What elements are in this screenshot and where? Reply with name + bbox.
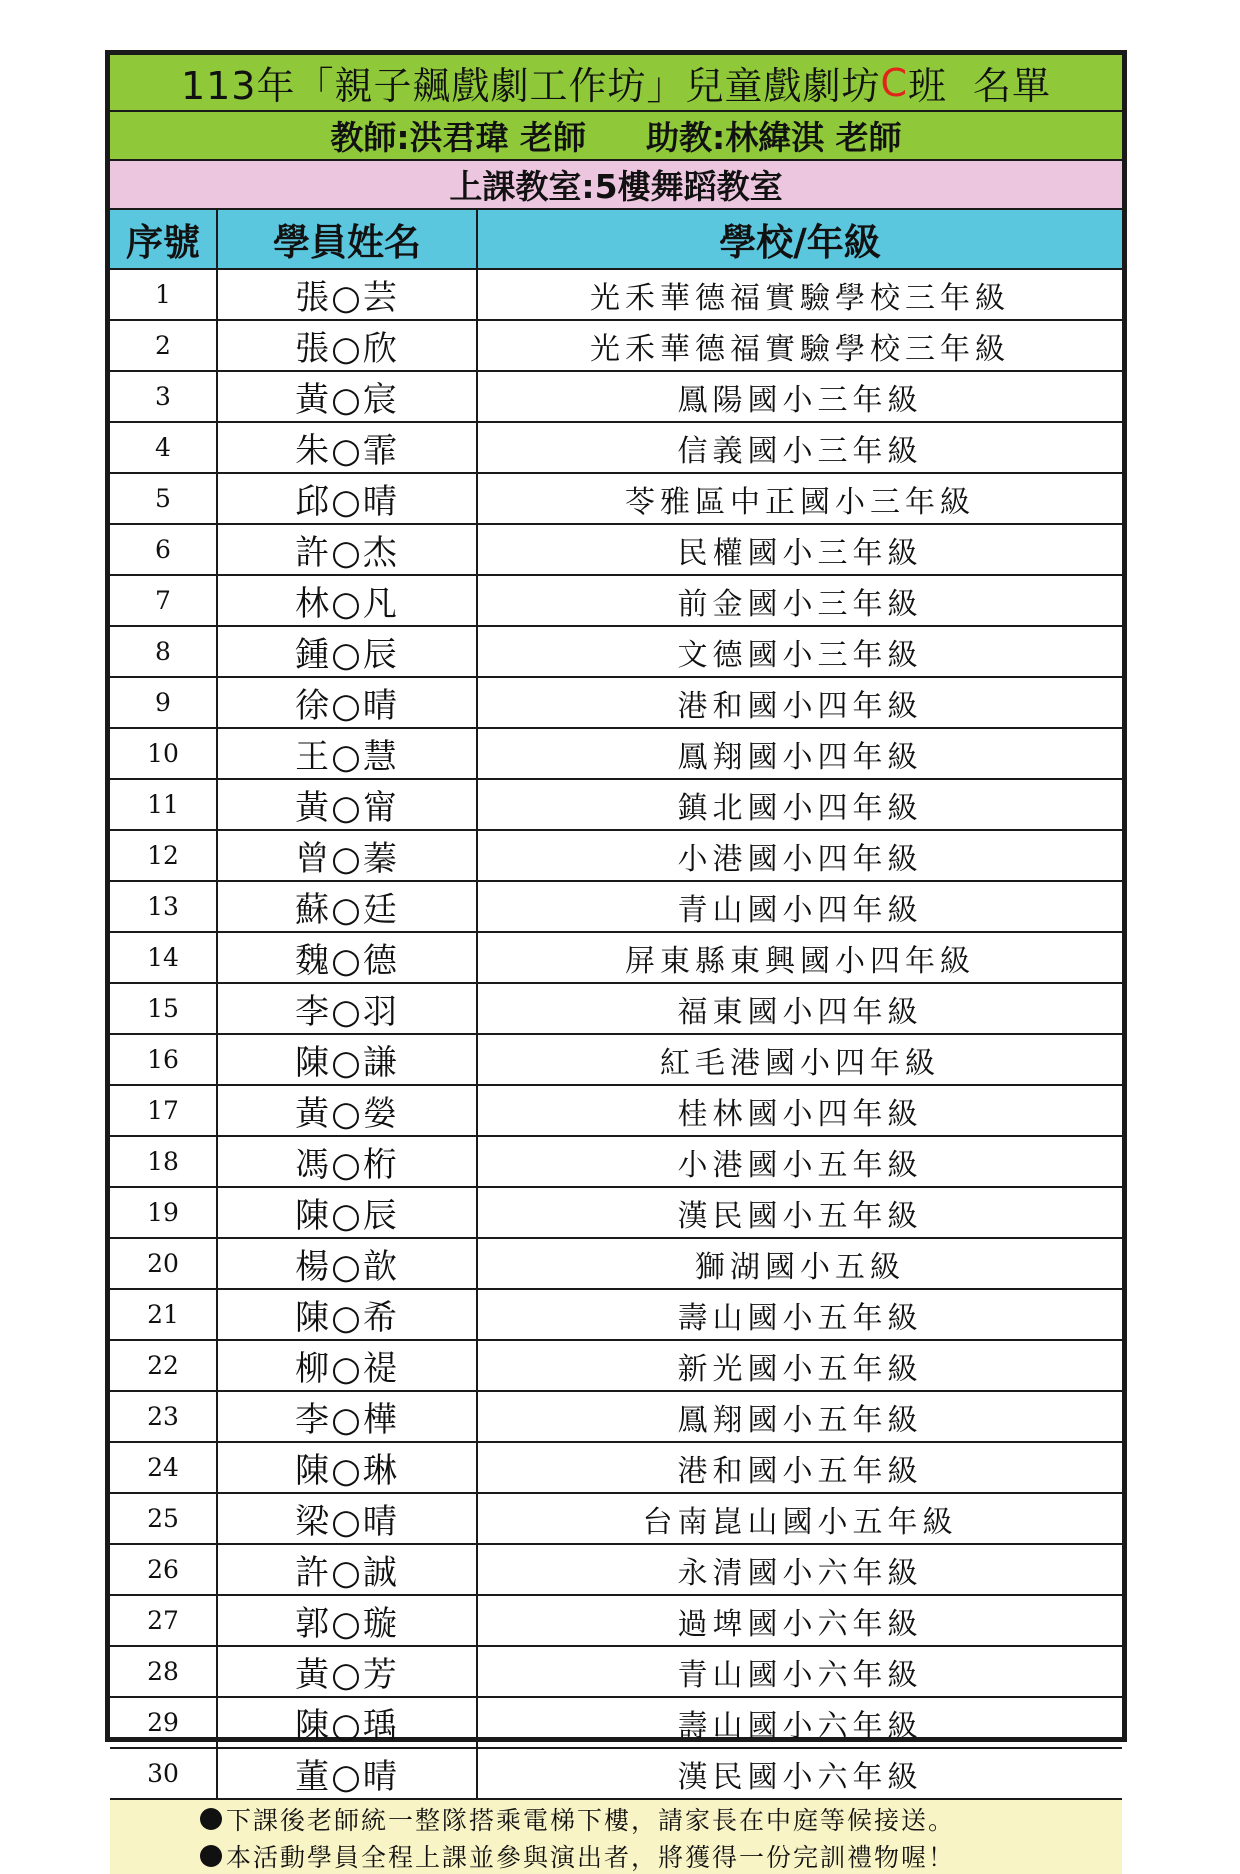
student-school: 青山國小四年級 <box>477 881 1122 932</box>
student-name: 許○杰 <box>217 524 477 575</box>
student-school: 小港國小五年級 <box>477 1136 1122 1187</box>
student-school: 鳳翔國小五年級 <box>477 1391 1122 1442</box>
note-text: 本活動學員全程上課並參與演出者，將獲得一份完訓禮物喔！ <box>226 1842 956 1872</box>
student-number: 4 <box>110 422 217 473</box>
title-prefix: 113年「親子飆戲劇工作坊」兒童戲劇坊 <box>180 64 881 108</box>
student-school: 壽山國小六年級 <box>477 1697 1122 1748</box>
student-name: 陳○琳 <box>217 1442 477 1493</box>
student-number: 22 <box>110 1340 217 1391</box>
roster-sheet <box>105 50 1127 1872</box>
table-row <box>110 1391 1122 1442</box>
title-label: 名單 <box>973 64 1052 108</box>
student-name: 張○芸 <box>217 269 477 320</box>
student-name: 許○誠 <box>217 1544 477 1595</box>
table-row <box>110 626 1122 677</box>
student-school: 漢民國小六年級 <box>477 1748 1122 1799</box>
student-name: 陳○瑀 <box>217 1697 477 1748</box>
teacher-name: 教師:洪君瑋 老師 <box>330 118 586 157</box>
student-school: 漢民國小五年級 <box>477 1187 1122 1238</box>
table-row <box>110 830 1122 881</box>
table-row <box>110 677 1122 728</box>
student-number: 16 <box>110 1034 217 1085</box>
student-school: 壽山國小五年級 <box>477 1289 1122 1340</box>
column-header-name: 學員姓名 <box>217 210 477 269</box>
student-school: 紅毛港國小四年級 <box>477 1034 1122 1085</box>
student-number: 5 <box>110 473 217 524</box>
student-number: 20 <box>110 1238 217 1289</box>
note-item <box>200 1837 1122 1874</box>
student-number: 10 <box>110 728 217 779</box>
table-row <box>110 881 1122 932</box>
student-number: 7 <box>110 575 217 626</box>
student-number: 29 <box>110 1697 217 1748</box>
table-row <box>110 1289 1122 1340</box>
student-school: 鳳翔國小四年級 <box>477 728 1122 779</box>
table-row <box>110 269 1122 320</box>
table-row <box>110 779 1122 830</box>
student-number: 19 <box>110 1187 217 1238</box>
student-name: 朱○霏 <box>217 422 477 473</box>
student-number: 18 <box>110 1136 217 1187</box>
student-name: 邱○晴 <box>217 473 477 524</box>
student-name: 林○凡 <box>217 575 477 626</box>
student-number: 30 <box>110 1748 217 1799</box>
student-name: 李○樺 <box>217 1391 477 1442</box>
student-school: 前金國小三年級 <box>477 575 1122 626</box>
table-row <box>110 1034 1122 1085</box>
student-school: 苓雅區中正國小三年級 <box>477 473 1122 524</box>
notes-section <box>110 1800 1122 1874</box>
table-row <box>110 575 1122 626</box>
student-school: 福東國小四年級 <box>477 983 1122 1034</box>
student-school: 港和國小五年級 <box>477 1442 1122 1493</box>
student-number: 11 <box>110 779 217 830</box>
classroom-info: 上課教室:5樓舞蹈教室 <box>110 161 1122 210</box>
table-row <box>110 1442 1122 1493</box>
table-row <box>110 1493 1122 1544</box>
student-number: 24 <box>110 1442 217 1493</box>
student-name: 徐○晴 <box>217 677 477 728</box>
table-row <box>110 1595 1122 1646</box>
student-school: 光禾華德福實驗學校三年級 <box>477 269 1122 320</box>
student-name: 黃○宸 <box>217 371 477 422</box>
student-school: 新光國小五年級 <box>477 1340 1122 1391</box>
column-header-no: 序號 <box>110 210 217 269</box>
student-name: 陳○謙 <box>217 1034 477 1085</box>
table-row <box>110 422 1122 473</box>
table-row <box>110 1238 1122 1289</box>
table-row <box>110 1187 1122 1238</box>
student-school: 台南崑山國小五年級 <box>477 1493 1122 1544</box>
note-text: 下課後老師統一整隊搭乘電梯下樓，請家長在中庭等候接送。 <box>226 1805 956 1835</box>
student-school: 文德國小三年級 <box>477 626 1122 677</box>
table-row <box>110 1085 1122 1136</box>
student-number: 23 <box>110 1391 217 1442</box>
student-school: 信義國小三年級 <box>477 422 1122 473</box>
table-header-row <box>110 210 1122 269</box>
table-row <box>110 728 1122 779</box>
student-number: 12 <box>110 830 217 881</box>
table-row <box>110 524 1122 575</box>
student-name: 黃○芳 <box>217 1646 477 1697</box>
student-school: 過埤國小六年級 <box>477 1595 1122 1646</box>
student-number: 8 <box>110 626 217 677</box>
student-number: 9 <box>110 677 217 728</box>
student-school: 獅湖國小五級 <box>477 1238 1122 1289</box>
note-item <box>200 1800 1122 1837</box>
table-row <box>110 1136 1122 1187</box>
student-name: 黃○甯 <box>217 779 477 830</box>
student-table <box>110 210 1122 1800</box>
table-row <box>110 473 1122 524</box>
student-school: 桂林國小四年級 <box>477 1085 1122 1136</box>
student-school: 小港國小四年級 <box>477 830 1122 881</box>
teacher-info <box>110 112 1122 161</box>
student-number: 27 <box>110 1595 217 1646</box>
student-school: 屏東縣東興國小四年級 <box>477 932 1122 983</box>
student-school: 鳳陽國小三年級 <box>477 371 1122 422</box>
table-body <box>110 269 1122 1799</box>
student-number: 2 <box>110 320 217 371</box>
student-school: 港和國小四年級 <box>477 677 1122 728</box>
student-number: 3 <box>110 371 217 422</box>
student-name: 鍾○辰 <box>217 626 477 677</box>
student-number: 17 <box>110 1085 217 1136</box>
student-name: 柳○禔 <box>217 1340 477 1391</box>
student-name: 黃○嫈 <box>217 1085 477 1136</box>
student-name: 陳○辰 <box>217 1187 477 1238</box>
student-name: 陳○希 <box>217 1289 477 1340</box>
student-school: 光禾華德福實驗學校三年級 <box>477 320 1122 371</box>
table-row <box>110 1340 1122 1391</box>
student-school: 永清國小六年級 <box>477 1544 1122 1595</box>
table-row <box>110 1544 1122 1595</box>
table-row <box>110 371 1122 422</box>
student-name: 張○欣 <box>217 320 477 371</box>
student-number: 26 <box>110 1544 217 1595</box>
student-name: 郭○璇 <box>217 1595 477 1646</box>
assistant-name: 助教:林緯淇 老師 <box>646 118 902 157</box>
student-name: 李○羽 <box>217 983 477 1034</box>
student-number: 15 <box>110 983 217 1034</box>
table-row <box>110 932 1122 983</box>
document-title <box>110 55 1122 112</box>
table-row <box>110 983 1122 1034</box>
bullet-icon <box>200 1808 222 1830</box>
column-header-school: 學校/年級 <box>477 210 1122 269</box>
student-number: 1 <box>110 269 217 320</box>
student-name: 董○晴 <box>217 1748 477 1799</box>
student-number: 14 <box>110 932 217 983</box>
student-number: 28 <box>110 1646 217 1697</box>
title-class-suffix: 班 <box>908 64 948 108</box>
student-school: 青山國小六年級 <box>477 1646 1122 1697</box>
student-name: 楊○歆 <box>217 1238 477 1289</box>
student-school: 民權國小三年級 <box>477 524 1122 575</box>
table-row <box>110 1748 1122 1799</box>
class-letter: C <box>880 60 909 105</box>
table-row <box>110 1697 1122 1748</box>
student-name: 馮○桁 <box>217 1136 477 1187</box>
table-row <box>110 1646 1122 1697</box>
student-name: 蘇○廷 <box>217 881 477 932</box>
student-name: 梁○晴 <box>217 1493 477 1544</box>
student-number: 13 <box>110 881 217 932</box>
bullet-icon <box>200 1845 222 1867</box>
student-number: 25 <box>110 1493 217 1544</box>
student-name: 王○慧 <box>217 728 477 779</box>
student-name: 曾○蓁 <box>217 830 477 881</box>
student-school: 鎮北國小四年級 <box>477 779 1122 830</box>
table-row <box>110 320 1122 371</box>
student-number: 6 <box>110 524 217 575</box>
student-number: 21 <box>110 1289 217 1340</box>
student-name: 魏○德 <box>217 932 477 983</box>
